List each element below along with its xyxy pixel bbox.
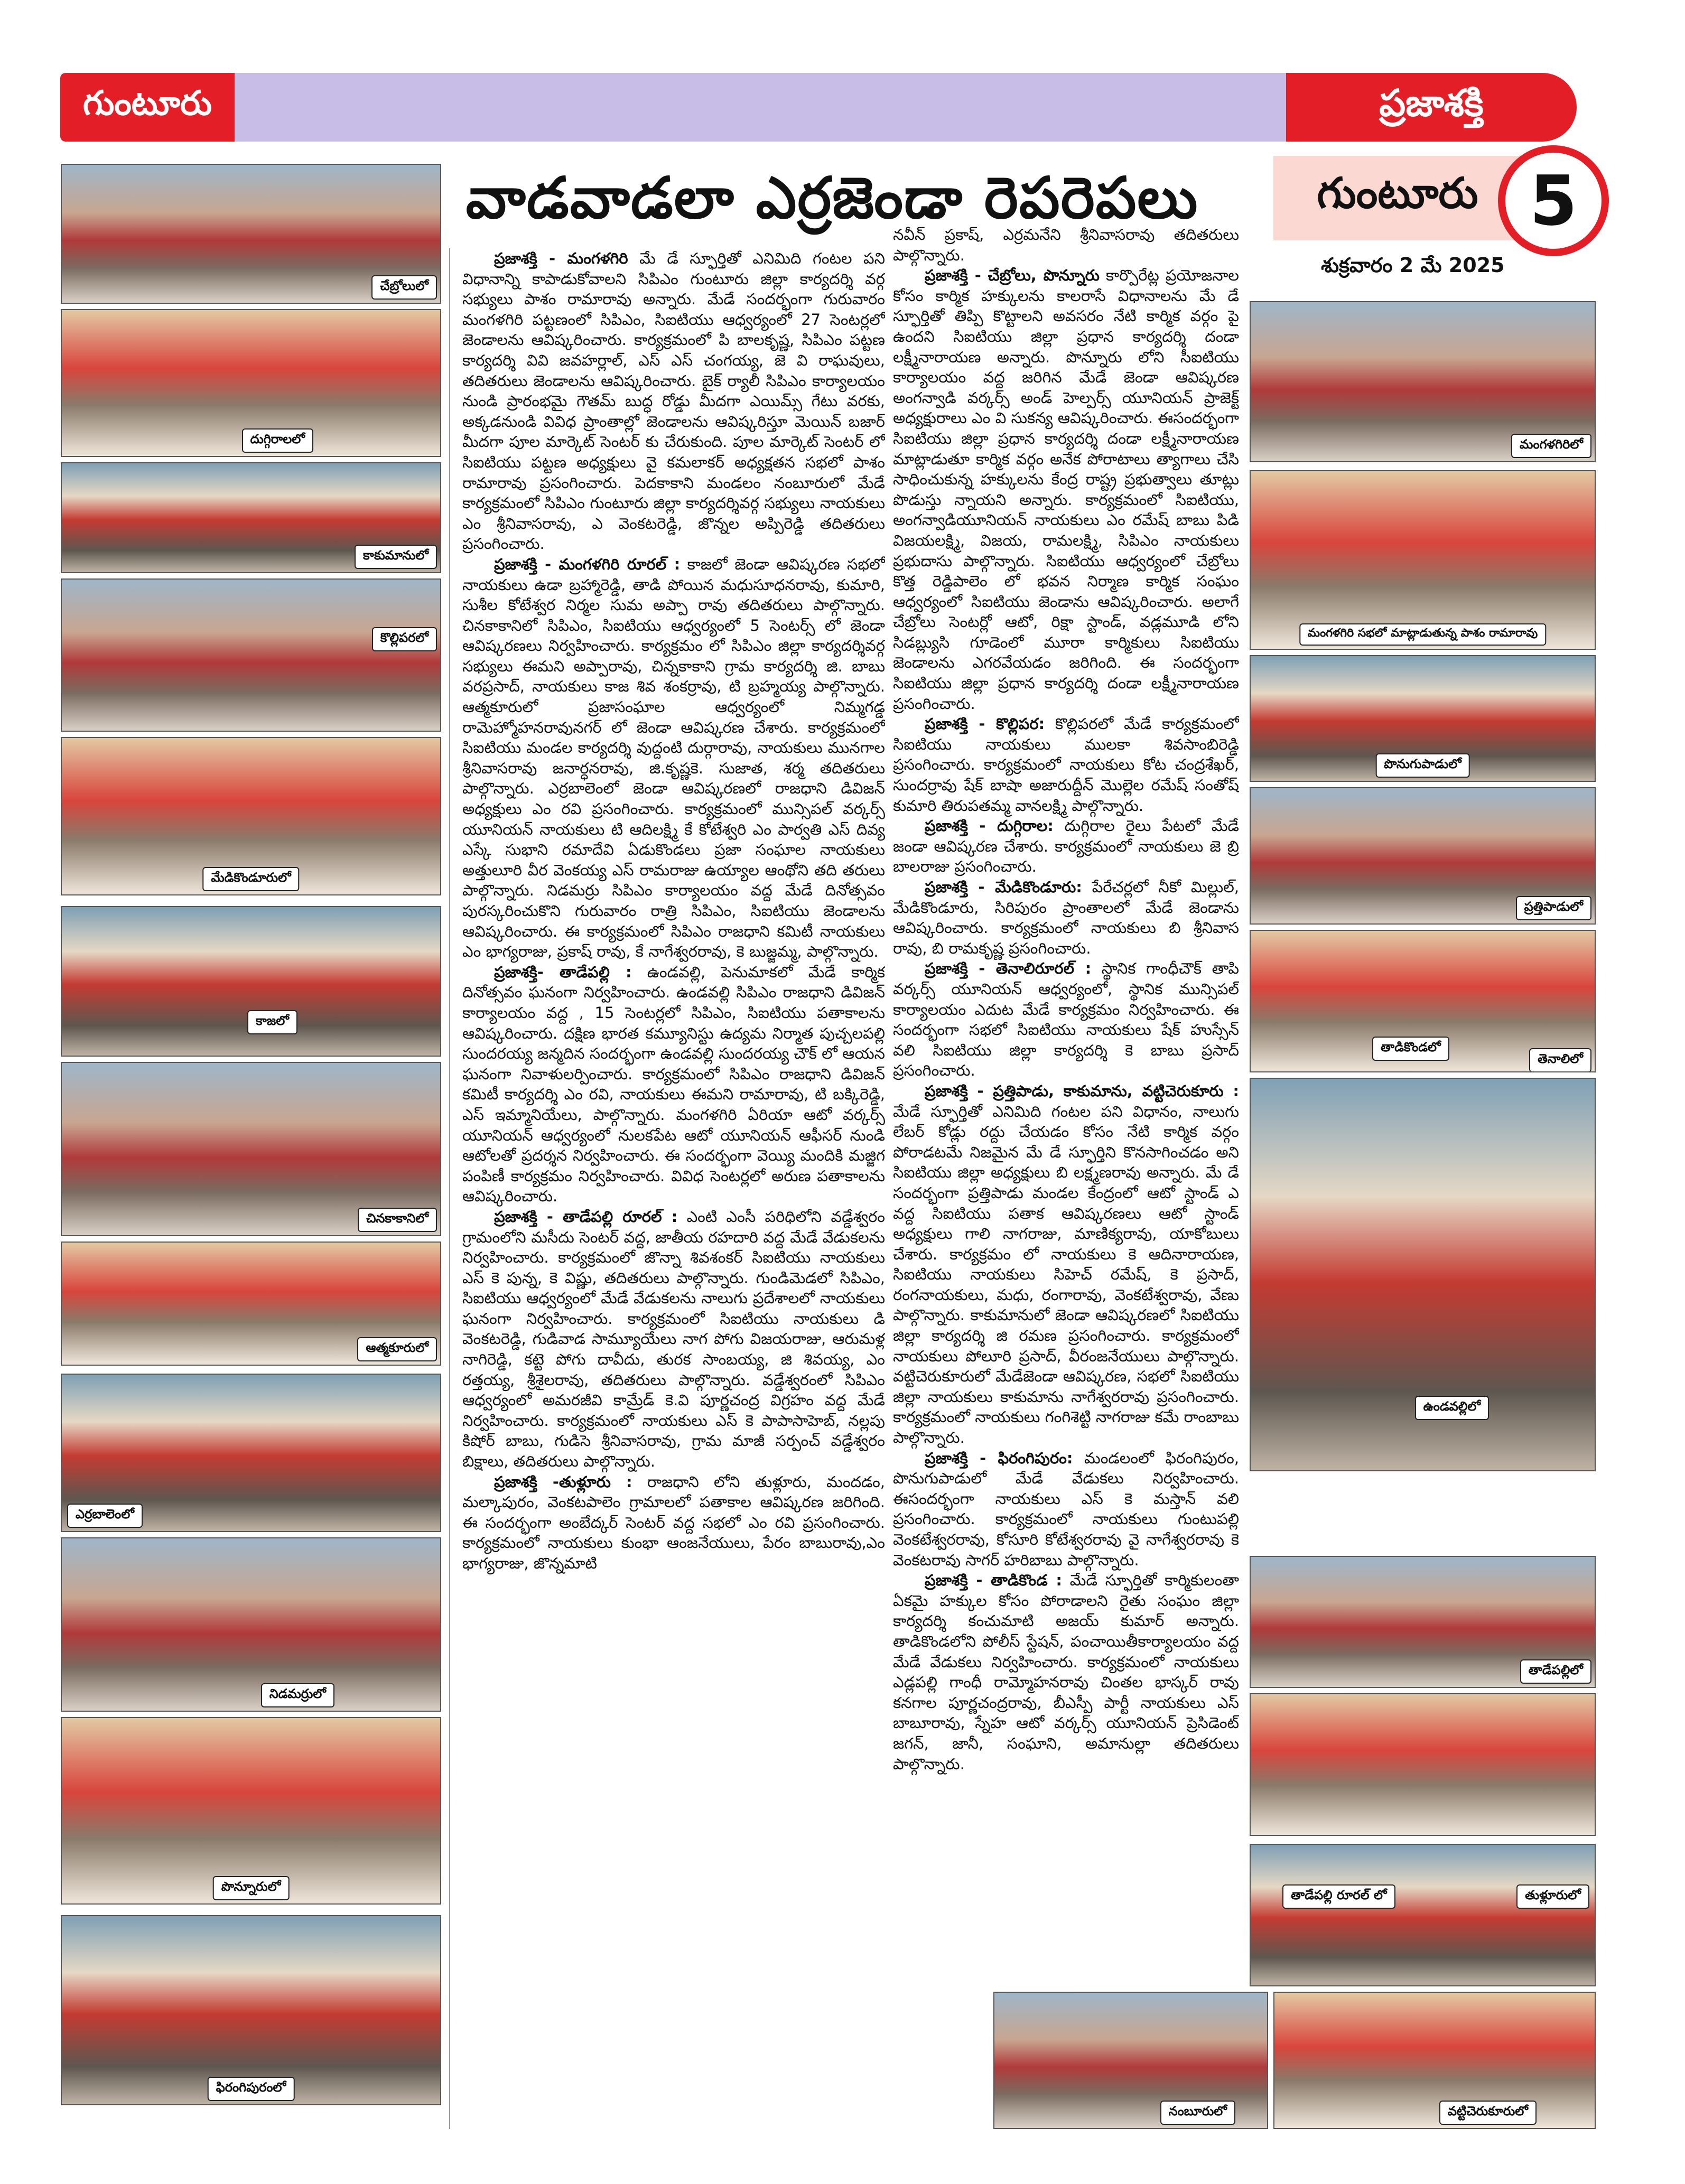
article-paragraph: మే డే స్ఫూర్తితో ఎనిమిది గంటల పని విధానాన్ని కాపాడుకోవాలని సిపిఎం గుంటూరు జిల్లా కార్యదర్శి వర్గ సభ్యులు పాశం రామారావు అన్నారు. మేడే సందర్భంగా గురువారం మంగళగిరి పట్టణంలో సిపిఎం, సిఐటియు ఆధ్వర్యంలో 27 సెంటర్లలో జెండాలను ఆవిష్కరించారు. కార్యక్రమంలో పి బాలకృష్ణ, సిపిఎం పట్టణ కార్యదర్శి వివి జవహర్లాల్, ఎస్ ఎస్ చంగయ్య, జె వి రాఘవులు, తదితరులు జెండాలను ఆవిష్కరించారు. బైక్ ర్యాలీ సిపిఎం కార్యాలయం నుండి ప్రారంభమై గౌతమ్ బుద్ధ రోడ్డు మీదగా ఎయిమ్స్ గేటు వరకు, అక్కడనుండి వివిధ ప్రాంతాల్లో జెండాలను ఆవిష్కరిస్తూ మెయిన్ బజార్ మీదగా పూల మార్కెట్ సెంటర్ కు చేరుకుంది. పూల మార్కెట్ సెంటర్ లో సిఐటియు పట్టణ అధ్యక్షులు వై కమలాకర్ అధ్యక్షతన సభలో పాశం రామారావు ప్రసంగించారు. పెదకాకాని మండలం నంబూరులో మేడే కార్యక్రమంలో సిపిఎం గుంటూరు జిల్లా కార్యదర్శివర్గ సభ్యులు నాయకులు ఎం శ్రీనివాసరావు, ఎ వెంకటరెడ్డి, జొన్నల అప్పిరెడ్డి తదితరులు ప్రసంగించారు. [462, 249, 885, 553]
news-photo [61, 1242, 441, 1366]
photo-caption: పొన్నూరులో [213, 1876, 290, 1900]
column-divider [449, 248, 450, 2129]
dateline: ప్రజాశక్తి - దుగ్గిరాల: [925, 817, 1054, 835]
news-photo [61, 1537, 441, 1712]
news-photo [61, 462, 441, 573]
news-photo [1273, 1992, 1596, 2129]
dateline: ప్రజాశక్తి - మేడికొండూరు: [925, 878, 1082, 896]
photo-caption: మంగళగిరిలో [1511, 434, 1591, 458]
article-column-1 [462, 248, 885, 2129]
news-photo [1250, 301, 1596, 462]
section-label-left: గుంటూరు [60, 73, 235, 142]
news-photo [1250, 1693, 1596, 1836]
dateline: ప్రజాశక్తి - కొల్లిపర: [925, 715, 1045, 733]
news-photo [1250, 1556, 1596, 1688]
photo-caption: నిడమర్రులో [261, 1683, 334, 1707]
news-photo [1250, 1078, 1596, 1471]
page-headline: వాడవాడలా ఎర్రజెండా రెపరెపలు [466, 165, 1199, 231]
photo-caption: చినకాకానిలో [358, 1208, 437, 1232]
news-photo [61, 164, 441, 304]
article-paragraph: ఎంటి ఎంసీ పరిధిలోని వడ్డేశ్వరం గ్రామంలోని మసీదు సెంటర్ వద్ద, జాతీయ రహదారి వద్ద మేడే వేడుకలను నిర్వహించారు. కార్యక్రమంలో జొన్నా శివశంకర్ సిఐటియు నాయకులు ఎస్ కె పున్న, కె విష్ణు, తదితరులు పాల్గొన్నారు. గుండిమెడలో సిపిఎం, సిఐటియు ఆధ్వర్యంలో మేడే వేడుకలను నాలుగు ప్రదేశాలలో నాయకులు ఘనంగా నిర్వహించారు. కార్యక్రమంలో సిఐటియు నాయకులు డి వెంకటరెడ్డి, గుడివాడ సామ్యూయేలు నాగ పోగు విజయరాజు, ఆరుమళ్ల నాగిరెడ్డి, కట్టె పోగు దావీదు, తురక సాంబయ్య, జి శివయ్య, ఎం రత్తయ్య, శ్రీశైలరావు, తదితరులు పాల్గొన్నారు. వడ్డేశ్వరంలో సిపిఎం ఆధ్వర్యంలో అమరజీవి కామ్రేడ్ కె.వి పూర్ణచంద్ర విగ్రహం వద్ద మేడే నిర్వహించారు. కార్యక్రమంలో నాయకులు ఎస్ కె పాపాసాహెబ్, నల్లపు కిషోర్ బాబు, గుడిసె శ్రీనివాసరావు, గ్రామ మాజీ సర్పంచ్ వడ్డేశ్వరం బిక్షాలు, తదితరులు పాల్గొన్నారు. [462, 1207, 885, 1471]
news-photo [61, 309, 441, 457]
photo-caption: వట్టిచెరుకూరులో [1439, 2101, 1537, 2125]
article-paragraph: మండలంలో ఫిరంగిపురం, పొనుగుపాడులో మేడే వేడుకలు నిర్వహించారు. ఈసందర్భంగా నాయకులు ఎస్ కె మస్తాన్ వలి ప్రసంగించారు. కార్యక్రమంలో నాయకులు గుంటుపల్లి వెంకటేశ్వరరావు, కోసూరి కోటేశ్వరరావు వై నాగేశ్వరరావు కె వెంకటరావు సాగర్ హరిబాబు పాల్గొన్నారు. [893, 1449, 1239, 1569]
dateline: ప్రజాశక్తి - తెనాలిరూరల్ : [925, 959, 1092, 978]
article-paragraph: ఉండవల్లి, పెనుమాకలో మేడే కార్మిక దినోత్సవం ఘనంగా నిర్వహించారు. ఉండవల్లి సిపిఎం రాజధాని డివిజన్ కార్యాలయం వద్ద , 15 సెంటర్లలో సిపిఎం, సిఐటియు పతాకాలను ఆవిష్కరించారు. దక్షిణ భారత కమ్యూనిస్టు ఉద్యమ నిర్మాత పుచ్చలపల్లి సుందరయ్య జన్మదిన సందర్భంగా ఉండవల్లి సుందరయ్య చౌక్ లో ఆయన ఘనంగా నివాళులర్పించారు. కార్యక్రమంలో సిపిఎం రాజధాని డివిజన్ కమిటీ కార్యదర్శి ఎం రవి, నాయకులు ఈమని రామారావు, టి బక్కిరెడ్డి, ఎస్ ఇమ్మానియేలు, పాల్గొన్నారు. మంగళగిరి ఏరియా ఆటో వర్కర్స్ యూనియన్ ఆధ్వర్యంలో నులకపేట ఆటో యూనియన్ ఆఫీసర్ నుండి ఆటోలతో ప్రదర్శన నిర్వహించారు. ఈ సందర్భంగా వెయ్యి మందికి మజ్జిగ పంపిణీ కార్యక్రమం నిర్వహించారు. వివిధ సెంటర్లలో అరుణ పతాకాలను ఆవిష్కరించారు. [462, 963, 885, 1206]
article-paragraph: స్థానిక గాంధీచౌక్ తాపి వర్కర్స్ యూనియన్ ఆధ్వర్యంలో, స్థానిక మున్సిపల్ కార్యాలయం ఎదుట మేడే కార్యక్రమం నిర్వహించారు. ఈ సందర్భంగా సభలో సిఐటియు నాయకులు షేక్ హుస్సేన్ వలి సిఐటియు జిల్లా కార్యదర్శి కె బాబు ప్రసాద్ ప్రసంగించారు. [893, 959, 1239, 1080]
dateline: ప్రజాశక్తి - తాడేపల్లి రూరల్ : [494, 1207, 678, 1226]
photo-caption: కాకుమానులో [355, 545, 437, 569]
photo-caption: తుళ్లూరులో [1516, 1884, 1589, 1909]
photo-caption: తెనాలిలో [1529, 1048, 1591, 1072]
dateline: ప్రజాశక్తి- తాడేపల్లి : [494, 963, 632, 981]
dateline: ప్రజాశక్తి - ప్రత్తిపాడు, కాకుమాను, వట్టిచెరుకూరు : [925, 1081, 1239, 1100]
news-photo [61, 1915, 441, 2105]
dateline: ప్రజాశక్తి - తాడికొండ : [925, 1571, 1062, 1590]
photo-caption: కొల్లిపరలో [372, 627, 437, 651]
article-paragraph: రాజధాని లోని తుళ్లూరు, మందడం, మల్కాపురం, వెంకటపాలెం గ్రామాలలో పతాకాల ఆవిష్కరణ జరిగింది. ఈ సందర్భంగా అంబేద్కర్ సెంటర్ వద్ద సభలో ఎం రవి ప్రసంగించారు. కార్యక్రమంలో నాయకులు కుంభా ఆంజనేయులు, పేరం బాబురావు,ఎం భాగ్యరాజు, జొన్నమాటి [462, 1472, 885, 1572]
news-photo [61, 578, 441, 732]
page-header-bar [60, 73, 1577, 142]
news-photo [61, 1374, 441, 1532]
news-photo [1250, 930, 1596, 1072]
news-photo [61, 1717, 441, 1905]
news-photo [993, 1992, 1268, 2129]
article-paragraph: కాజలో జెండా ఆవిష్కరణ సభలో నాయకులు ఉడా బ్రహ్మారెడ్డి, తాడి పోయిన మధుసూధనరావు, కుమారి, సుశీల కోటేశ్వర నిర్మల సుమ అప్పా రావు తదితరులు పాల్గొన్నారు. చినకాకానిలో సిపిఎం, సిఐటియు ఆధ్వర్యంలో 5 సెంటర్స్ లో జెండా ఆవిష్కరణలు నిర్వహించారు. కార్యక్రమం లో సిపిఎం జిల్లా కార్యదర్శివర్గ సభ్యులు ఈమని అప్పారావు, చిన్నకాకాని గ్రామ కార్యదర్శి జి. బాబు వరప్రసాద్, నాయకులు కాజ శివ శంకర్రావు, టి బ్రహ్మయ్య పాల్గొన్నారు. ఆత్మకూరులో ప్రజాసంఘాల ఆధ్వర్యంలో నిమ్మగడ్డ రామెహ్మోహనరావునగర్ లో జెండా ఆవిష్కరణ చేశారు. కార్యక్రమంలో సిఐటియు మండల కార్యదర్శి వుద్దంటి దుర్గారావు, నాయకులు మునగాల శ్రీనివాసరావు జనార్ధనరావు, జి.కృష్ణకె. సుజాత, శర్మ తదితరులు పాల్గొన్నారు. ఎర్రబాలెంలో జెండా ఆవిష్కరణలో రాజధాని డివిజన్ అధ్యక్షులు ఎం రవి ప్రసంగించారు. కార్యక్రమంలో మున్సిపల్ వర్కర్స్ యూనియన్ నాయకులు టి ఆదిలక్ష్మి కే కోటేశ్వరి ఎం పార్వతి ఎస్ దివ్య ఎస్కే సుభాని రమాదేవి ఏడుకొండలు ప్రజా సంఘాల నాయకులు అత్తులూరి వీర వెంకయ్య ఎస్ రామరాజు ఉయ్యాల ఆంథోని తది తరులు పాల్గొన్నారు. నిడమర్రు సిపిఎం కార్యాలయం వద్ద మేడే దినోత్సవం పురస్కరించుకొని గురువారం రాత్రి సిపిఎం, సిఐటియు జెండాలను ఆవిష్కరించారు. ఈ కార్యక్రమంలో సిపిఎం రాజధాని కమిటీ నాయకులు ఎం భాగ్యరాజు, ప్రకాష్ రావు, కే నాగేశ్వరరావు, కె బుజ్జమ్మ, పాల్గొన్నారు. [462, 555, 885, 961]
news-photo [61, 1062, 441, 1236]
photo-caption: ఎర్రబాలెంలో [67, 1504, 143, 1528]
photo-caption: దుగ్గిరాలలో [242, 428, 313, 453]
masthead-brand: ప్రజాశక్తి [1286, 73, 1577, 142]
dateline: ప్రజాశక్తి - మంగళగిరి [494, 249, 628, 267]
photo-caption: ఫిరంగిపురంలో [208, 2077, 295, 2101]
header-band [235, 73, 1286, 142]
article-paragraph: కొల్లిపరలో మేడే కార్యక్రమంలో సిఐటియు నాయకులు ములకా శివసాంబిరెడ్డి ప్రసంగించారు. కార్యక్రమంలో నాయకులు కోట చంద్రశేఖర్, సుందర్రావు షేక్ బాషా అజారుద్దీన్ మొల్లెల రమేష్ సంతోష్ కుమారి తిరుపతమ్మ వానలక్ష్మి పాల్గొన్నారు. [893, 715, 1239, 815]
photo-caption: మంగళగిరి సభలో మాట్లాడుతున్న పాశం రామారావు [1299, 623, 1546, 646]
photo-caption: చేబ్రోలులో [371, 275, 437, 300]
photo-caption: తాడేపల్లిలో [1520, 1659, 1591, 1684]
photo-caption: నంబూరులో [1160, 2101, 1235, 2125]
article-paragraph: నవీన్ ప్రకాష్, ఎర్రమనేని శ్రీనివాసరావు తదితరులు పాల్గొన్నారు. [893, 226, 1239, 264]
news-photo [1250, 655, 1596, 782]
dateline: ప్రజాశక్తి -తుళ్లూరు : [494, 1472, 632, 1491]
dateline: ప్రజాశక్తి - ఫిరంగిపురం: [925, 1449, 1073, 1467]
article-paragraph: మేడే స్ఫూర్తితో కార్మికులంతా ఏకమై హక్కుల కోసం పోరాడాలని రైతు సంఘం జిల్లా కార్యదర్శి కంచుమాటి అజయ్ కుమార్ అన్నారు. తాడికొండలోని పోలీస్ స్టేషన్, పంచాయితీకార్యాలయం వద్ద మేడే వేడుకలు నిర్వహించారు. కార్యక్రమంలో నాయకులు ఎడ్లపల్లి గాంధీ రామ్మోహనరావు చింతల భాస్కర్ రావు కనగాల పూర్ణచంద్రరావు, బీఎస్పీ పార్టీ నాయకులు ఎస్ బాబూరావు, స్నేహ ఆటో వర్కర్స్ యూనియన్ ప్రెసిడెంట్ జగన్, జానీ, సంఘాని, అమానుల్లా తదితరులు పాల్గొన్నారు. [893, 1571, 1239, 1773]
photo-caption: ఉండవల్లిలో [1415, 1396, 1489, 1420]
photo-caption: మేడికొండూరులో [202, 867, 299, 891]
photo-caption: ప్రత్తిపాడులో [1516, 896, 1591, 920]
dateline: ప్రజాశక్తి - చేబ్రోలు, పొన్నూరు [925, 266, 1100, 285]
issue-date: శుక్రవారం 2 మే 2025 [1321, 254, 1505, 277]
page-number: 5 [1498, 145, 1609, 256]
section-label-right: గుంటూరు [1273, 156, 1522, 240]
photo-caption: పొనుగుపాడులో [1375, 753, 1470, 778]
article-paragraph: దుగ్గిరాల రైలు పేటలో మేడే జండా ఆవిష్కరణ చేశారు. కార్యక్రమంలో నాయకులు జె బ్రి బాలరాజు ప్రసంగించారు. [893, 817, 1239, 876]
news-photo [1250, 470, 1596, 650]
news-photo [61, 906, 441, 1057]
photo-caption: తాడికొండలో [1372, 1037, 1449, 1061]
news-photo [1250, 1844, 1596, 1986]
photo-caption: తాడేపల్లి రూరల్ లో [1282, 1884, 1395, 1909]
article-column-2 [893, 225, 1239, 2126]
news-photo [61, 737, 441, 895]
photo-caption: ఆత్మకూరులో [357, 1337, 437, 1361]
dateline: ప్రజాశక్తి - మంగళగిరి రూరల్ : [494, 555, 681, 573]
news-photo [1250, 787, 1596, 925]
article-paragraph: కార్పొరేట్ల ప్రయోజనాల కోసం కార్మిక హక్కులను కాలరాసే విధానాలను మే డే స్ఫూర్తితో తిప్పి కొట్టాలని అవసరం నేటి కార్మిక వర్గం పై ఉందని సిఐటియు జిల్లా ప్రధాన కార్యదర్శి దండా లక్ష్మీనారాయణ అన్నారు. పొన్నూరు లోని సీఐటియు కార్యాలయం వద్ద జరిగిన మేడే జెండా ఆవిష్కరణ అంగన్వాడి వర్కర్స్ అండ్ హెల్పర్స్ యూనియన్ ప్రాజెక్ట్ అధ్యక్షురాలు ఎం వి సుకన్య ఆవిష్కరించారు. ఈసందర్భంగా సిఐటియు జిల్లా ప్రధాన కార్యదర్శి దండా లక్ష్మీనారాయణ మాట్లాడుతూ కార్మిక వర్గం అనేక పోరాటాలు త్యాగాలు చేసి సాధించుకున్న హక్కులను కేంద్ర రాష్ట్ర ప్రభుత్వాలు తూట్లు పొడుస్తు న్నాయని అన్నారు. కార్యక్రమంలో సిఐటియు, అంగన్వాడియూనియన్ నాయకులు ఎం రమేష్ బాబు పిడి విజయలక్ష్మి, విజయ, రామలక్ష్మి, సిపిఎం నాయకులు ప్రభుదాసు పాల్గొన్నారు. సిఐటియు ఆధ్వర్యంలో చేబ్రోలు కొత్త రెడ్డిపాలెం లో భవన నిర్మాణ కార్మిక సంఘం ఆధ్వర్యంలో సిఐటియు జెండాను ఆవిష్కరించారు. అలాగే చేబ్రోలు సెంటర్లో ఆటో, రిక్షా స్టాండ్, వడ్లమూడి లోని సిడబ్ల్యుసి గూడెంలో మూరా కార్మికులు సిఐటియు జెండాలను ఎగరవేయడం జరిగింది. ఈ సందర్భంగా సిఐటియు జిల్లా ప్రధాన కార్యదర్శి దండా లక్ష్మీనారాయణ ప్రసంగించారు. [893, 266, 1239, 713]
article-paragraph: పేరేచర్లలో నీకో మిల్లుల్, మేడికొండూరు, సిరిపురం ప్రాంతాలలో మేడే జెండాను ఆవిష్కరించారు. కార్యక్రమంలో నాయకులు బి శ్రీనివాస రావు, బి రామకృష్ణ ప్రసంగించారు. [893, 878, 1239, 957]
photo-caption: కాజలో [247, 1010, 297, 1034]
article-paragraph: మేడే స్ఫూర్తితో ఎనిమిది గంటల పని విధానం, నాలుగు లేబర్ కోడ్లు రద్దు చేయడం కోసం నేటి కార్మిక వర్గం పోరాడటమే నిజమైన మే డే స్ఫూర్తిని కొనసాగించడం అని సిఐటియు జిల్లా అధ్యక్షులు బి లక్ష్మణరావు అన్నారు. మే డే సందర్భంగా ప్రత్తిపాడు మండల కేంద్రంలో ఆటో స్టాండ్ ఎ వద్ద సిఐటియు పతాక ఆవిష్కరణలు ఆటో స్టాండ్ అధ్యక్షులు గాలి నాగరాజు, మాణిక్యరావు, యాకోబులు చేశారు. కార్యక్రమం లో నాయకులు కె ఆదినారాయణ, సిఐటియు నాయకులు సిహెచ్ రమేష్, కె ప్రసాద్, రంగనాయకులు, మధు, రంగారావు, వెంకటేశ్వరావు, వేణు పాల్గొన్నారు. కాకుమానులో జెండా ఆవిష్కరణలో సిఐటియు జిల్లా కార్యదర్శి జి రమణ ప్రసంగించారు. కార్యక్రమంలో నాయకులు పోలూరి ప్రసాద్, వీరంజనేయులు పాల్గొన్నారు. వట్టిచెరుకూరులో మేడేజెండా ఆవిష్కరణ, సభలో సిఐటియు జిల్లా నాయకులు కాకుమాను నాగేశ్వరరావు ప్రసంగించారు. కార్యక్రమంలో నాయకులు గంగిశెట్టి నాగరాజు కమే రాంబాబు పాల్గొన్నారు. [893, 1102, 1239, 1447]
